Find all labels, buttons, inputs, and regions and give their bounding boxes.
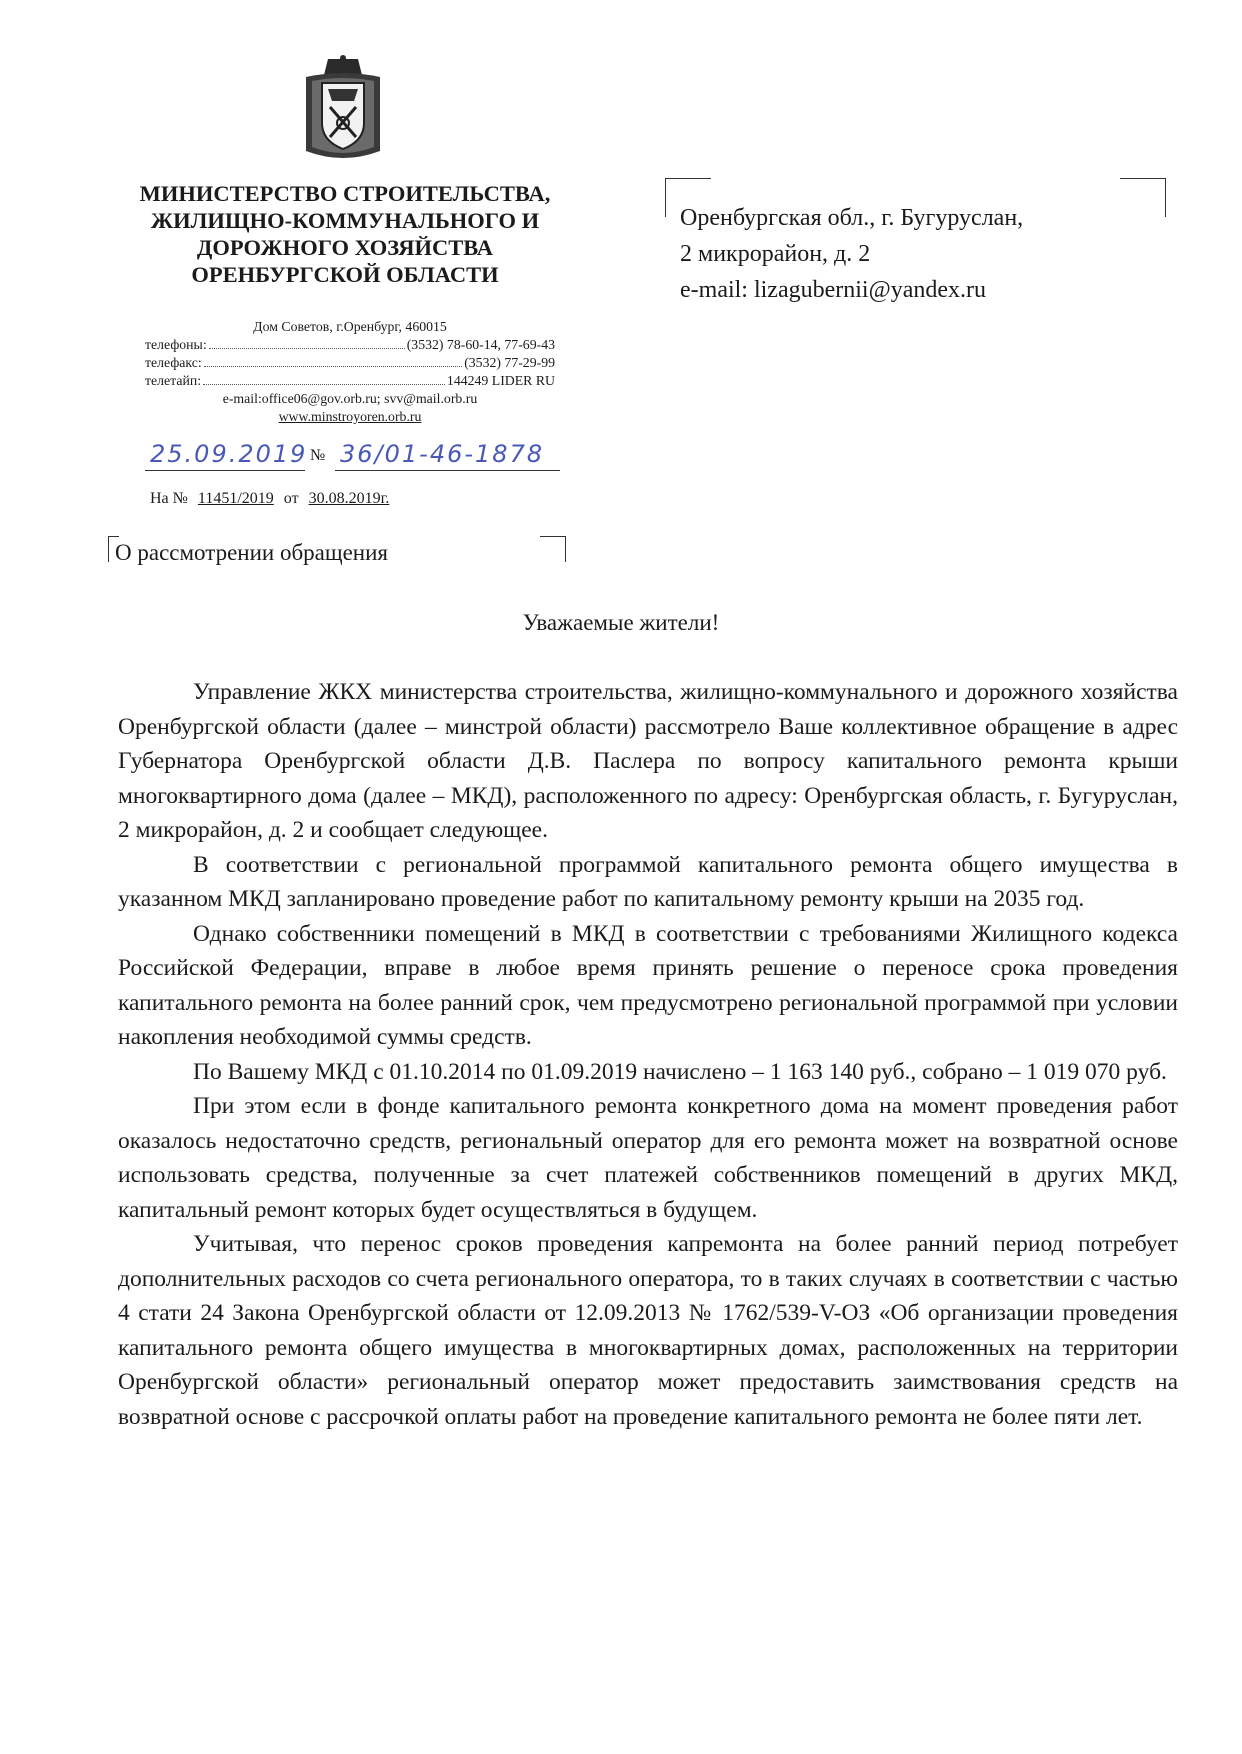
outgoing-date: 25.09.2019: [150, 440, 308, 468]
number-label: №: [310, 447, 326, 464]
ministry-line: ОРЕНБУРГСКОЙ ОБЛАСТИ: [191, 262, 499, 287]
fax-value: (3532) 77-29-99: [464, 355, 555, 370]
recipient-email: e-mail: lizagubernii@yandex.ru: [680, 277, 986, 303]
phones-label: телефоны:: [145, 337, 207, 352]
teletype-value: 144249 LIDER RU: [446, 373, 555, 388]
ministry-line: ЖИЛИЩНО-КОММУНАЛЬНОГО И: [150, 208, 540, 233]
reply-number: 11451/2019: [197, 490, 274, 507]
body-paragraph: В соответствии с региональной программой капитального ремонта общего имущества в указанном МКД запланировано проведение работ по капитальному ремонту крыши на 2035 год.: [118, 851, 1178, 912]
ministry-website: www.minstroyoren.orb.ru: [278, 409, 422, 424]
letter-body: [118, 675, 1178, 1434]
recipient-address: [680, 200, 1023, 308]
body-paragraph: Управление ЖКХ министерства строительства, жилищно-коммунального и дорожного хозяйства Оренбургской области (далее – минстрой области) рассмотрело Ваше коллективное обращение в адрес Губернатора Оренбургской области Д.В. Паслера по вопросу капитального ремонта крыши многоквартирного дома (далее – МКД), расположенного по адресу: Оренбургская область, г. Бугуруслан, 2 микрорайон, д. 2 и сообщает следующее.: [118, 679, 1178, 843]
reply-from: от: [283, 490, 299, 507]
contacts-block: [145, 318, 555, 426]
body-paragraph: Учитывая, что перенос сроков проведения капремонта на более ранний период потребует дополнительных расходов со счета регионального оператора, то в таких случаях в соответствии с частью 4 стати 24 Закона Оренбургской области от 12.09.2013 № 1762/539-V-ОЗ «Об организации проведения капитального ремонта общего имущества в многоквартирных домах, расположенных на территории Оренбургской области» региональный оператор может предоставить заимствования средств на возвратной основе с рассрочкой оплаты работ на проведение капитального ремонта не более пяти лет.: [118, 1231, 1178, 1430]
body-paragraph: По Вашему МКД с 01.10.2014 по 01.09.2019 начислено – 1 163 140 руб., собрано – 1 019 070 руб.: [193, 1058, 1167, 1085]
letter-subject: О рассмотрении обращения: [115, 540, 388, 565]
reply-reference: [150, 490, 395, 508]
recipient-line: Оренбургская обл., г. Бугуруслан,: [680, 205, 1024, 231]
ministry-name: [105, 180, 585, 288]
reply-date: 30.08.2019г.: [308, 490, 390, 507]
greeting: Уважаемые жители!: [522, 610, 720, 635]
reply-prefix: На №: [150, 490, 188, 507]
phones-row: [145, 336, 555, 354]
body-paragraph: При этом если в фонде капитального ремонта конкретного дома на момент проведения работ оказалось недостаточно средств, региональный оператор для его ремонта может на возвратной основе использовать средства, полученные за счет платежей собственников помещений в других МКД, капитальный ремонт которых будет осуществляться в будущем.: [118, 1093, 1178, 1223]
ministry-address: Дом Советов, г.Оренбург, 460015: [253, 319, 447, 334]
outgoing-number: 36/01-46-1878: [340, 440, 545, 468]
fax-row: [145, 354, 555, 372]
fax-label: телефакс:: [145, 355, 202, 370]
ministry-line: ДОРОЖНОГО ХОЗЯЙСТВА: [196, 235, 494, 260]
ministry-line: МИНИСТЕРСТВО СТРОИТЕЛЬСТВА,: [139, 181, 551, 206]
teletype-label: телетайп:: [145, 373, 202, 388]
teletype-row: [145, 372, 555, 390]
phones-value: (3532) 78-60-14, 77-69-43: [406, 337, 555, 352]
ministry-email: e-mail:office06@gov.orb.ru; svv@mail.orb.ru: [222, 391, 478, 406]
orenburg-coat-of-arms-icon: [300, 55, 386, 163]
body-paragraph: Однако собственники помещений в МКД в соответствии с требованиями Жилищного кодекса Российской Федерации, вправе в любое время принять решение о переносе срока проведения капитального ремонта на более ранний срок, чем предусмотрено региональной программой при условии накопления необходимой суммы средств.: [118, 920, 1178, 1050]
recipient-line: 2 микрорайон, д. 2: [680, 241, 871, 267]
